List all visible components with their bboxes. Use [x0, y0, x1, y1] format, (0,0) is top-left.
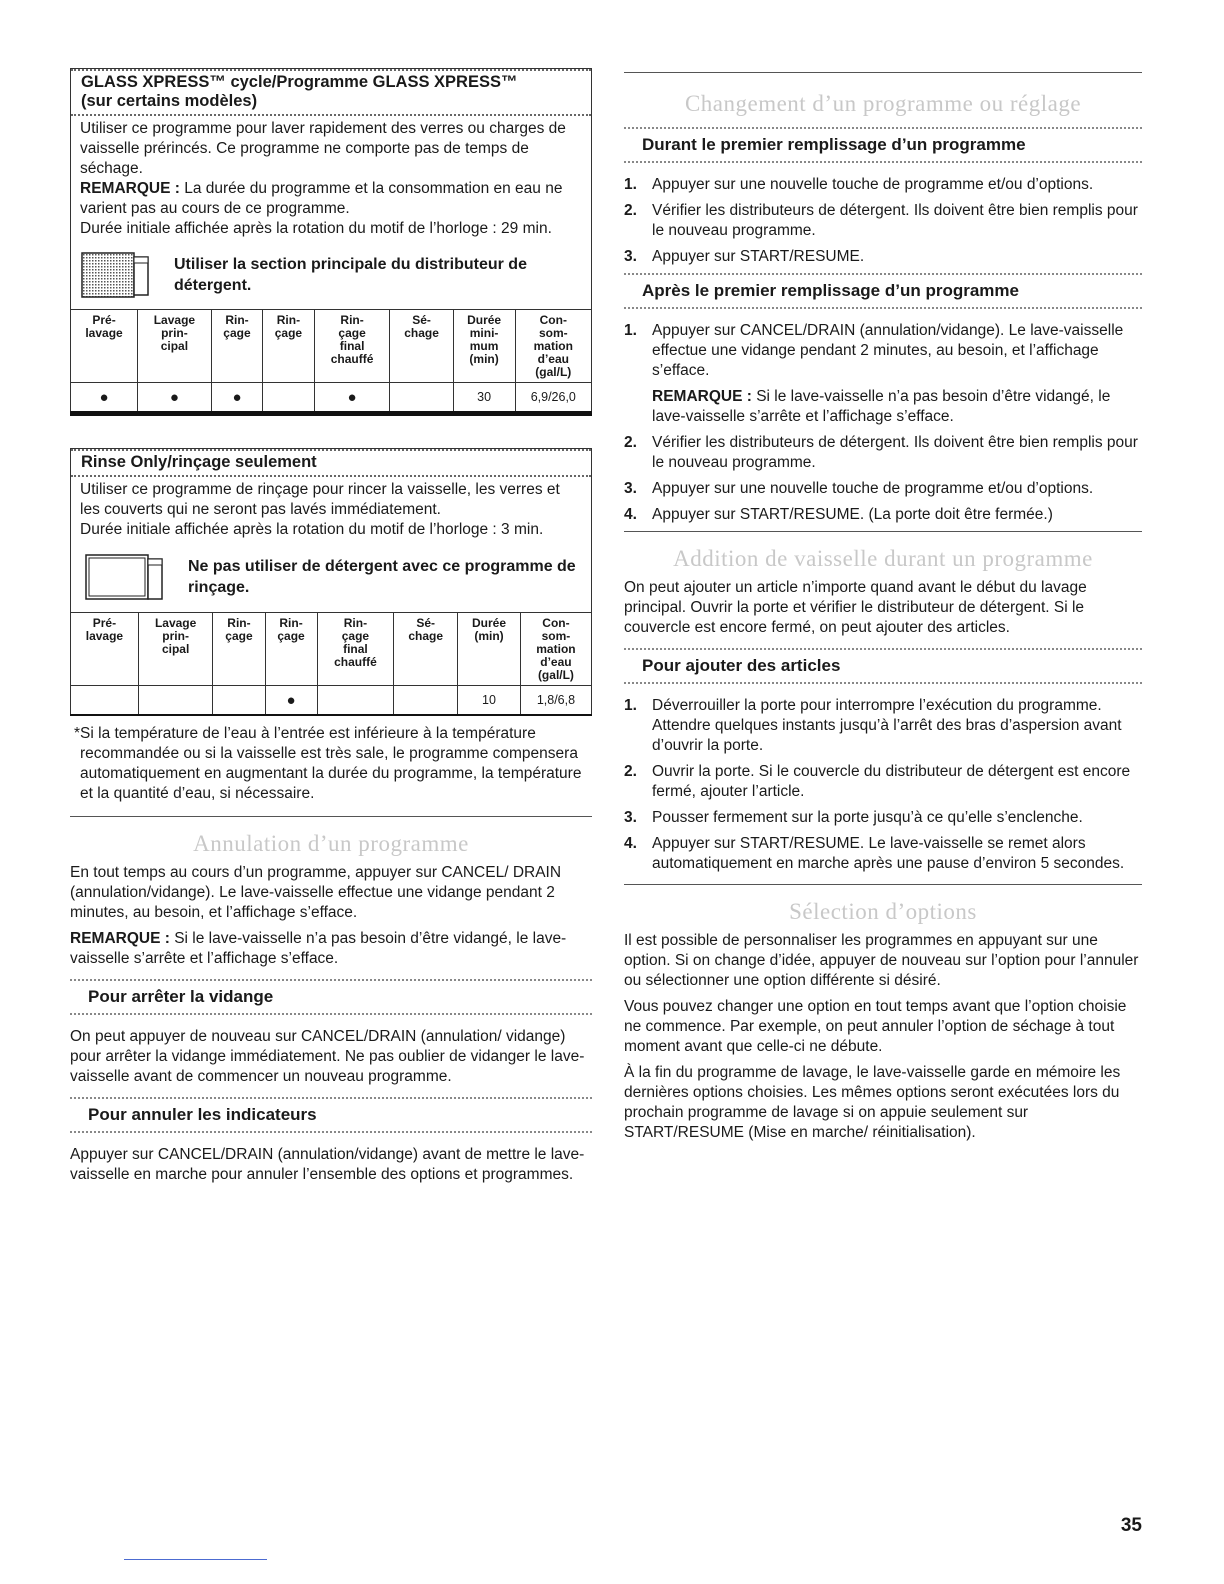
- change-heading: Changement d’un programme ou réglage: [684, 91, 1082, 116]
- list-item: 4. Appuyer sur START/RESUME. Le lave-vaisselle se remet alors automatiquement en marche après une pause d’environ 5 secondes.: [624, 835, 1125, 872]
- stop-drain-heading: Pour arrêter la vidange: [70, 979, 592, 1015]
- table-cell: ●: [71, 383, 138, 412]
- page-number: 35: [1120, 1515, 1142, 1536]
- options-text-3: À la fin du programme de lavage, le lave-vaisselle garde en mémoire les dernières options choisies. Les mêmes options seront exécutées lors du prochain programme de lavage si on appuie seulement sur START/RESUME (Mise en marche/ réinitialisation).: [624, 1064, 1121, 1141]
- table-header-cell: Lavage prin- cipal: [138, 310, 212, 383]
- cancel-indicators-heading: Pour annuler les indicateurs: [70, 1097, 592, 1133]
- glass-table-bar: [70, 411, 592, 416]
- during-fill-steps: [624, 175, 1142, 267]
- table-cell: ●: [138, 383, 212, 412]
- table-header-cell: Sé- chage: [390, 310, 453, 383]
- dispenser-empty-icon: [80, 552, 166, 602]
- right-column: [624, 72, 1142, 1143]
- table-header-cell: Rin- çage: [263, 310, 314, 383]
- table-cell: [317, 686, 394, 715]
- footnote: *Si la température de l’eau à l’entrée est inférieure à la température recommandée ou si la vaisselle est très sale, le programme compensera automatiquement en augmentant la durée du programme, la température et la quantité d’eau, si nécessaire.: [74, 725, 582, 802]
- rinse-cycle-table: [71, 612, 591, 714]
- list-item: 1. Appuyer sur CANCEL/DRAIN (annulation/vidange). Le lave-vaisselle effectue une vidange pendant 2 minutes, au besoin, et l’affichage s’efface. REMARQUE : Si le lave-vaisselle n’a pas besoin d’être vidangé, le lave-vaisselle s’arrête et l’affichage s’efface.: [624, 322, 1124, 425]
- table-header-cell: Lavage prin- cipal: [138, 613, 213, 686]
- during-fill-heading: Durant le premier remplissage d’un programme: [624, 127, 1142, 163]
- table-cell: [394, 686, 458, 715]
- list-item: 3. Appuyer sur une nouvelle touche de programme et/ou d’options.: [624, 480, 1094, 497]
- bottom-rule: [124, 1559, 267, 1560]
- table-cell: 1,8/6,8: [520, 686, 591, 715]
- stop-drain-text: On peut appuyer de nouveau sur CANCEL/DRAIN (annulation/ vidange) pour arrêter la vidange immédiatement. Ne pas oublier de vidanger le lave-vaisselle avant de commencer un nouveau programme.: [70, 1028, 585, 1085]
- table-header-cell: Pré- lavage: [85, 313, 123, 340]
- rinse-table-bar: [70, 714, 592, 716]
- glass-note: REMARQUE : La durée du programme et la consommation en eau ne varient pas au cours de ce programme.: [80, 180, 563, 217]
- table-header-cell: Rin- çage: [265, 613, 317, 686]
- options-text-2: Vous pouvez changer une option en tout temps avant que l’option choisie ne commence. Par exemple, on peut annuler l’option de séchage à tout moment avant que celle-ci ne débute.: [624, 998, 1127, 1055]
- dispenser-full-icon: [80, 251, 150, 299]
- table-cell: [138, 686, 213, 715]
- list-item: 1. Déverrouiller la porte pour interrompre l’exécution du programme. Attendre quelques instants jusqu’à l’arrêt des bras d’aspersion avant d’ouvrir la porte.: [624, 697, 1122, 754]
- table-header-cell: Con- som- mation d’eau (gal/L): [515, 310, 591, 383]
- table-cell: [390, 383, 453, 412]
- list-item: 3. Pousser fermement sur la porte jusqu’à ce qu’elle s’enclenche.: [624, 809, 1083, 826]
- table-cell: 6,9/26,0: [515, 383, 591, 412]
- table-header-cell: Con- som- mation d’eau (gal/L): [520, 613, 591, 686]
- annulation-note: REMARQUE : Si le lave-vaisselle n’a pas besoin d’être vidangé, le lave-vaisselle s’arrête et l’affichage s’efface.: [70, 930, 567, 967]
- table-header-cell: Rin- çage final chauffé: [314, 310, 390, 383]
- table-cell: 10: [458, 686, 521, 715]
- list-item: 3. Appuyer sur START/RESUME.: [624, 248, 865, 265]
- glass-cycle-table: [71, 309, 591, 411]
- table-cell: [71, 686, 138, 715]
- glass-duration: Durée initiale affichée après la rotation du motif de l’horloge : 29 min.: [80, 220, 552, 237]
- table-header-cell: Sé- chage: [394, 613, 458, 686]
- table-cell: 30: [453, 383, 515, 412]
- after-fill-heading: Après le premier remplissage d’un programme: [624, 273, 1142, 309]
- glass-xpress-box: [70, 68, 592, 416]
- add-articles-steps: [624, 696, 1142, 874]
- list-item: 1. Appuyer sur une nouvelle touche de programme et/ou d’options.: [624, 176, 1094, 193]
- table-header-cell: Rin- çage final chauffé: [317, 613, 394, 686]
- rinse-detergent-instruction: Ne pas utiliser de détergent avec ce programme de rinçage.: [188, 558, 576, 596]
- glass-desc: Utiliser ce programme pour laver rapidement des verres ou charges de vaisselle prérincés. Ce programme ne comporte pas de temps de séchage.: [80, 120, 566, 177]
- table-cell: [213, 686, 265, 715]
- options-heading: Sélection d’options: [789, 899, 977, 924]
- table-header-cell: Rin- çage: [213, 613, 265, 686]
- add-articles-heading: Pour ajouter des articles: [624, 648, 1142, 684]
- addition-heading: Addition de vaisselle durant un programme: [673, 546, 1093, 571]
- table-header-cell: Durée (min): [458, 613, 521, 686]
- table-cell: ●: [265, 686, 317, 715]
- table-cell: [263, 383, 314, 412]
- rinse-desc: Utiliser ce programme de rinçage pour rincer la vaisselle, les verres et les couverts qui ne seront pas lavés immédiatement.: [80, 481, 560, 518]
- list-item: 2. Ouvrir la porte. Si le couvercle du distributeur de détergent est encore fermé, ajouter l’article.: [624, 763, 1131, 800]
- left-column: [70, 68, 592, 1185]
- table-header-cell: Rin- çage: [211, 310, 262, 383]
- list-item: 2. Vérifier les distributeurs de détergent. Ils doivent être bien remplis pour le nouveau programme.: [624, 202, 1138, 239]
- table-header-cell: Pré- lavage: [85, 616, 124, 643]
- glass-detergent-instruction: Utiliser la section principale du distributeur de détergent.: [174, 256, 527, 294]
- rinse-only-title: Rinse Only/rinçage seulement: [71, 449, 591, 477]
- table-header-cell: Durée mini- mum (min): [453, 310, 515, 383]
- rinse-only-box: [70, 448, 592, 716]
- list-item: 2. Vérifier les distributeurs de détergent. Ils doivent être bien remplis pour le nouveau programme.: [624, 434, 1138, 471]
- options-text-1: Il est possible de personnaliser les programmes en appuyant sur une option. Si on change d’idée, appuyer de nouveau sur l’option pour l’annuler ou sélectionner une option différente si désiré.: [624, 932, 1139, 989]
- table-cell: ●: [314, 383, 390, 412]
- rinse-duration: Durée initiale affichée après la rotation du motif de l’horloge : 3 min.: [80, 521, 544, 538]
- cancel-indicators-text: Appuyer sur CANCEL/DRAIN (annulation/vidange) avant de mettre le lave-vaisselle en marche pour annuler l’ensemble des options et programmes.: [70, 1146, 585, 1183]
- addition-text: On peut ajouter un article n’importe quand avant le début du lavage principal. Ouvrir la porte et vérifier le distributeur de détergent. Si le couvercle est encore fermé, on peut ajouter des articles.: [624, 579, 1087, 636]
- glass-xpress-title: GLASS XPRESS™ cycle/Programme GLASS XPRESS™ (sur certains modèles): [71, 69, 591, 116]
- after-fill-steps: [624, 321, 1142, 525]
- list-item: 4. Appuyer sur START/RESUME. (La porte doit être fermée.): [624, 506, 1053, 523]
- annulation-heading: Annulation d’un programme: [193, 831, 469, 856]
- annulation-text: En tout temps au cours d’un programme, appuyer sur CANCEL/ DRAIN (annulation/vidange). Le lave-vaisselle effectue une vidange pendant 2 minutes, au besoin, et l’affichage s’efface.: [70, 864, 562, 921]
- table-cell: ●: [211, 383, 262, 412]
